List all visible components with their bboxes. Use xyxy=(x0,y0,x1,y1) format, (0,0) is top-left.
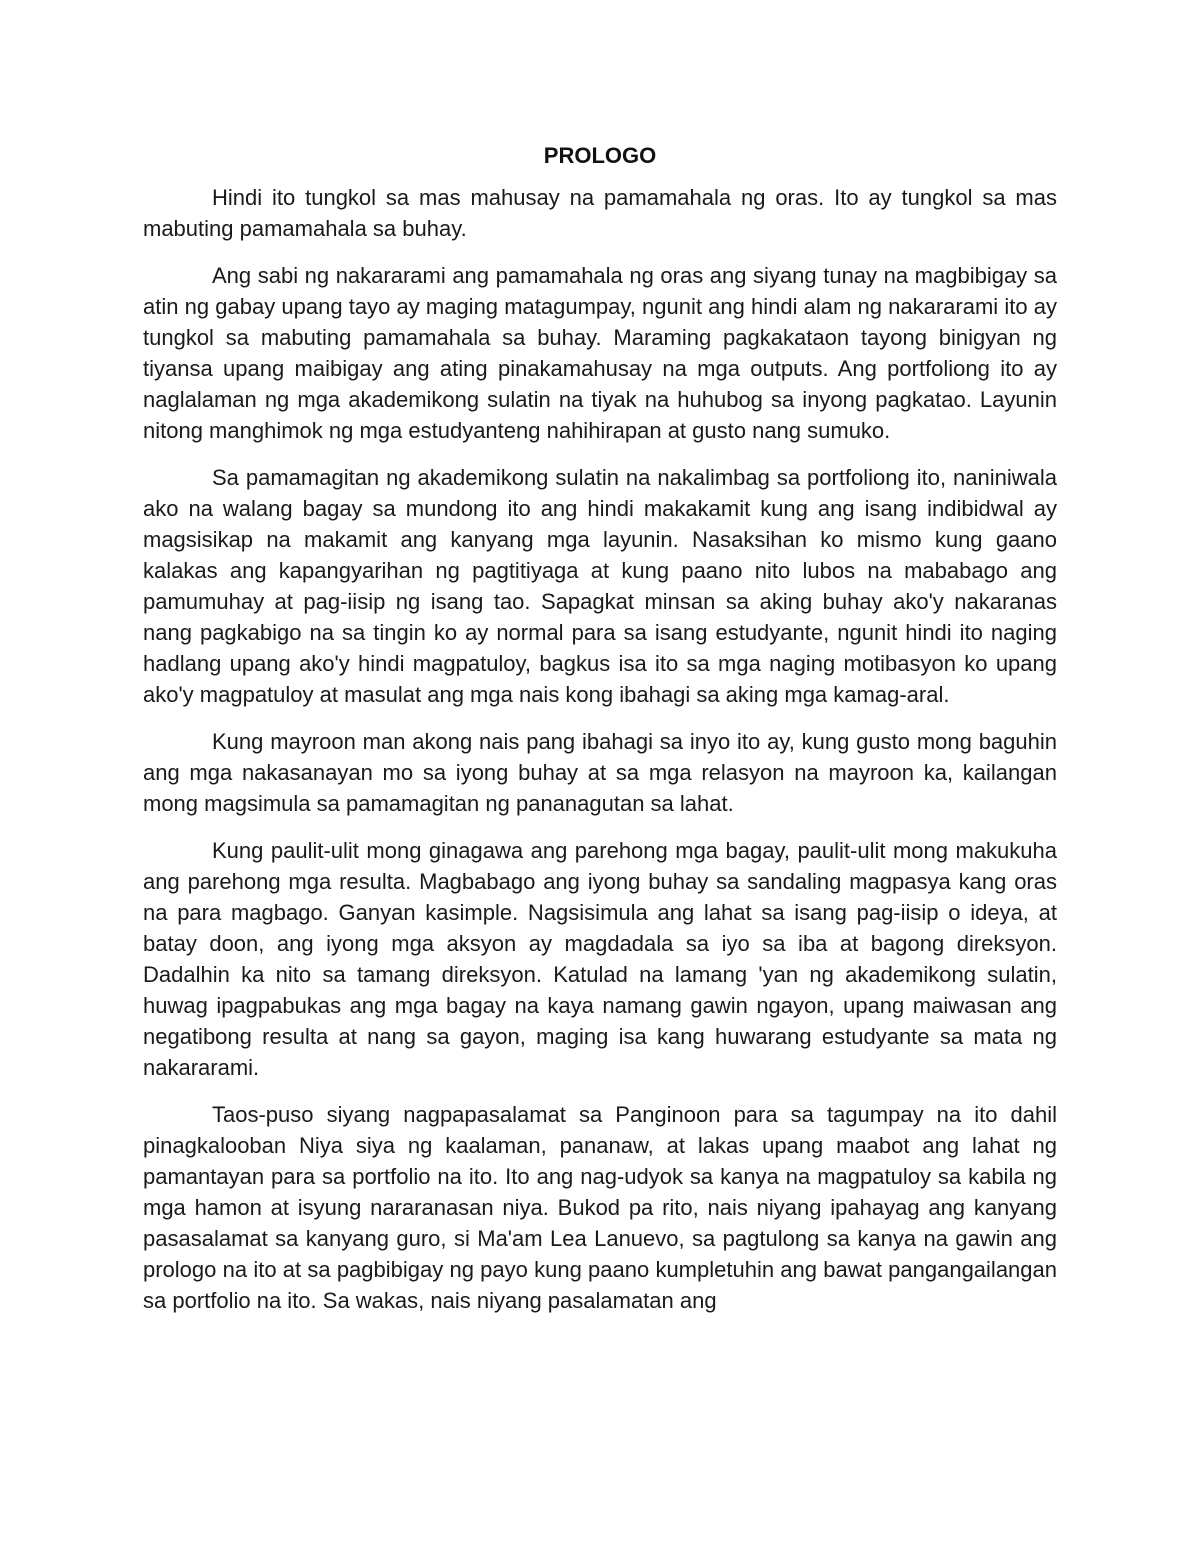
paragraph-1: Hindi ito tungkol sa mas mahusay na pamamahala ng oras. Ito ay tungkol sa mas mabuting pamamahala sa buhay. xyxy=(143,185,1057,241)
document-body xyxy=(143,140,1057,1316)
page-title: PROLOGO xyxy=(543,143,657,168)
paragraph-6: Taos-puso siyang nagpapasalamat sa Panginoon para sa tagumpay na ito dahil pinagkalooban Niya siya ng kaalaman, pananaw, at lakas upang maabot ang lahat ng pamantayan para sa portfolio na ito. Ito ang nag-udyok sa kanya na magpatuloy sa kabila ng mga hamon at isyung nararanasan niya. Bukod pa rito, nais niyang ipahayag ang kanyang pasasalamat sa kanyang guro, si Ma'am Lea Lanuevo, sa pagtulong sa kanya na gawin ang prologo na ito at sa pagbibigay ng payo kung paano kumpletuhin ang bawat pangangailangan sa portfolio na ito. Sa wakas, nais niyang pasalamatan ang xyxy=(143,1102,1057,1313)
paragraph-4: Kung mayroon man akong nais pang ibahagi sa inyo ito ay, kung gusto mong baguhin ang mga nakasanayan mo sa iyong buhay at sa mga relasyon na mayroon ka, kailangan mong magsimula sa pamamagitan ng pananagutan sa lahat. xyxy=(143,729,1057,816)
paragraph-5: Kung paulit-ulit mong ginagawa ang parehong mga bagay, paulit-ulit mong makukuha ang parehong mga resulta. Magbabago ang iyong buhay sa sandaling magpasya kang oras na para magbago. Ganyan kasimple. Nagsisimula ang lahat sa isang pag-iisip o ideya, at batay doon, ang iyong mga aksyon ay magdadala sa iyo sa iba at bagong direksyon. Dadalhin ka nito sa tamang direksyon. Katulad na lamang 'yan ng akademikong sulatin, huwag ipagpabukas ang mga bagay na kaya namang gawin ngayon, upang maiwasan ang negatibong resulta at nang sa gayon, maging isa kang huwarang estudyante sa mata ng nakararami. xyxy=(143,838,1057,1080)
paragraph-3: Sa pamamagitan ng akademikong sulatin na nakalimbag sa portfoliong ito, naniniwala ako na walang bagay sa mundong ito ang hindi makakamit kung ang isang indibidwal ay magsisikap na makamit ang kanyang mga layunin. Nasaksihan ko mismo kung gaano kalakas ang kapangyarihan ng pagtitiyaga at kung paano nito lubos na mababago ang pamumuhay at pag-iisip ng isang tao. Sapagkat minsan sa aking buhay ako'y nakaranas nang pagkabigo na sa tingin ko ay normal para sa isang estudyante, ngunit hindi ito naging hadlang upang ako'y hindi magpatuloy, bagkus isa ito sa mga naging motibasyon ko upang ako'y magpatuloy at masulat ang mga nais kong ibahagi sa aking mga kamag-aral. xyxy=(143,465,1057,707)
paragraph-2: Ang sabi ng nakararami ang pamamahala ng oras ang siyang tunay na magbibigay sa atin ng gabay upang tayo ay maging matagumpay, ngunit ang hindi alam ng nakararami ito ay tungkol sa mabuting pamamahala sa buhay. Maraming pagkakataon tayong binigyan ng tiyansa upang maibigay ang ating pinakamahusay na mga outputs. Ang portfoliong ito ay naglalaman ng mga akademikong sulatin na tiyak na huhubog sa inyong pagkatao. Layunin nitong manghimok ng mga estudyanteng nahihirapan at gusto nang sumuko. xyxy=(143,263,1057,443)
